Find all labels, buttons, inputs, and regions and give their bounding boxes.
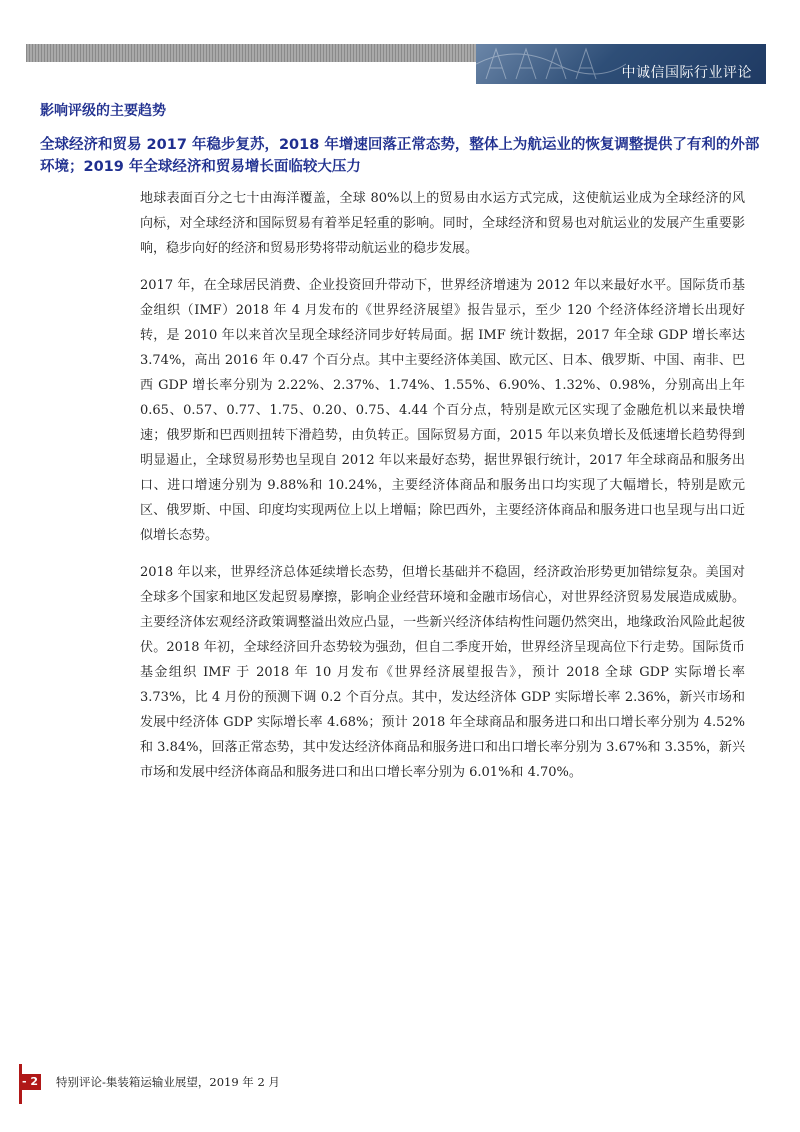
paragraph: 2018 年以来，世界经济总体延续增长态势，但增长基础并不稳固，经济政治形势更加错综复杂。美国对全球多个国家和地区发起贸易摩擦，影响企业经营环境和金融市场信心，对世界经济贸易发展造成威胁。主要经济体宏观经济政策调整溢出效应凸显，一些新兴经济体结构性问题仍然突出，地缘政治风险此起彼伏。2018 年初，全球经济回升态势较为强劲，但自二季度开始，世界经济呈现高位下行走势。国际货币基金组织 IMF 于 2018 年 10 月发布《世界经济展望报告》，预计 2018 全球 GDP 实际增长率 3.73%，比 4 月份的预测下调 0.2 个百分点。其中，发达经济体 GDP 实际增长率 2.36%，新兴市场和发展中经济体 GDP 实际增长率 4.68%；预计 2018 年全球商品和服务进口和出口增长率分别为 4.52%和 3.84%，回落正常态势，其中发达经济体商品和服务进口和出口增长率分别为 3.67%和 3.35%，新兴市场和发展中经济体商品和服务进口和出口增长率分别为 6.01%和 4.70%。: [140, 565, 745, 780]
header-brand-title: 中诚信国际行业评论: [621, 65, 752, 81]
paragraph: 地球表面百分之七十由海洋覆盖，全球 80%以上的贸易由水运方式完成，这使航运业成为全球经济的风向标，对全球经济和国际贸易有着举足轻重的影响。同时，全球经济和贸易也对航运业的发展产生重要影响，稳步向好的经济和贸易形势将带动航运业的稳步发展。: [140, 191, 745, 256]
body-text: [140, 186, 745, 797]
decorative-pattern-icon: [476, 44, 626, 84]
section-title: 影响评级的主要趋势: [40, 103, 166, 119]
header-brand-banner: [476, 44, 766, 84]
page-number: - 2 -: [19, 1074, 41, 1090]
headline: 全球经济和贸易 2017 年稳步复苏，2018 年增速回落正常态势，整体上为航运业的恢复调整提供了有利的外部环境；2019 年全球经济和贸易增长面临较大压力: [40, 137, 760, 175]
footer-caption: 特别评论-集装箱运输业展望，2019 年 2 月: [56, 1075, 280, 1089]
paragraph: 2017 年，在全球居民消费、企业投资回升带动下，世界经济增速为 2012 年以来最好水平。国际货币基金组织（IMF）2018 年 4 月发布的《世界经济展望》报告显示，至少 120 个经济体经济增长出现好转，是 2010 年以来首次呈现全球经济同步好转局面。据 IMF 统计数据，2017 年全球 GDP 增长率达 3.74%，高出 2016 年 0.47 个百分点。其中主要经济体美国、欧元区、日本、俄罗斯、中国、南非、巴西 GDP 增长率分别为 2.22%、2.37%、1.74%、1.55%、6.90%、1.32%、0.98%，分别高出上年 0.65、0.57、0.77、1.75、0.20、0.75、4.44 个百分点，特别是欧元区实现了金融危机以来最快增速；俄罗斯和巴西则扭转下滑趋势，由负转正。国际贸易方面，2015 年以来负增长及低速增长趋势得到明显遏止，全球贸易形势也呈现自 2012 年以来最好态势，据世界银行统计，2017 年全球商品和服务出口、进口增速分别为 9.88%和 10.24%，主要经济体商品和服务出口均实现了大幅增长，特别是欧元区、俄罗斯、中国、印度均实现两位上以上增幅；除巴西外，主要经济体商品和服务进口也呈现与出口近似增长态势。: [140, 278, 745, 543]
